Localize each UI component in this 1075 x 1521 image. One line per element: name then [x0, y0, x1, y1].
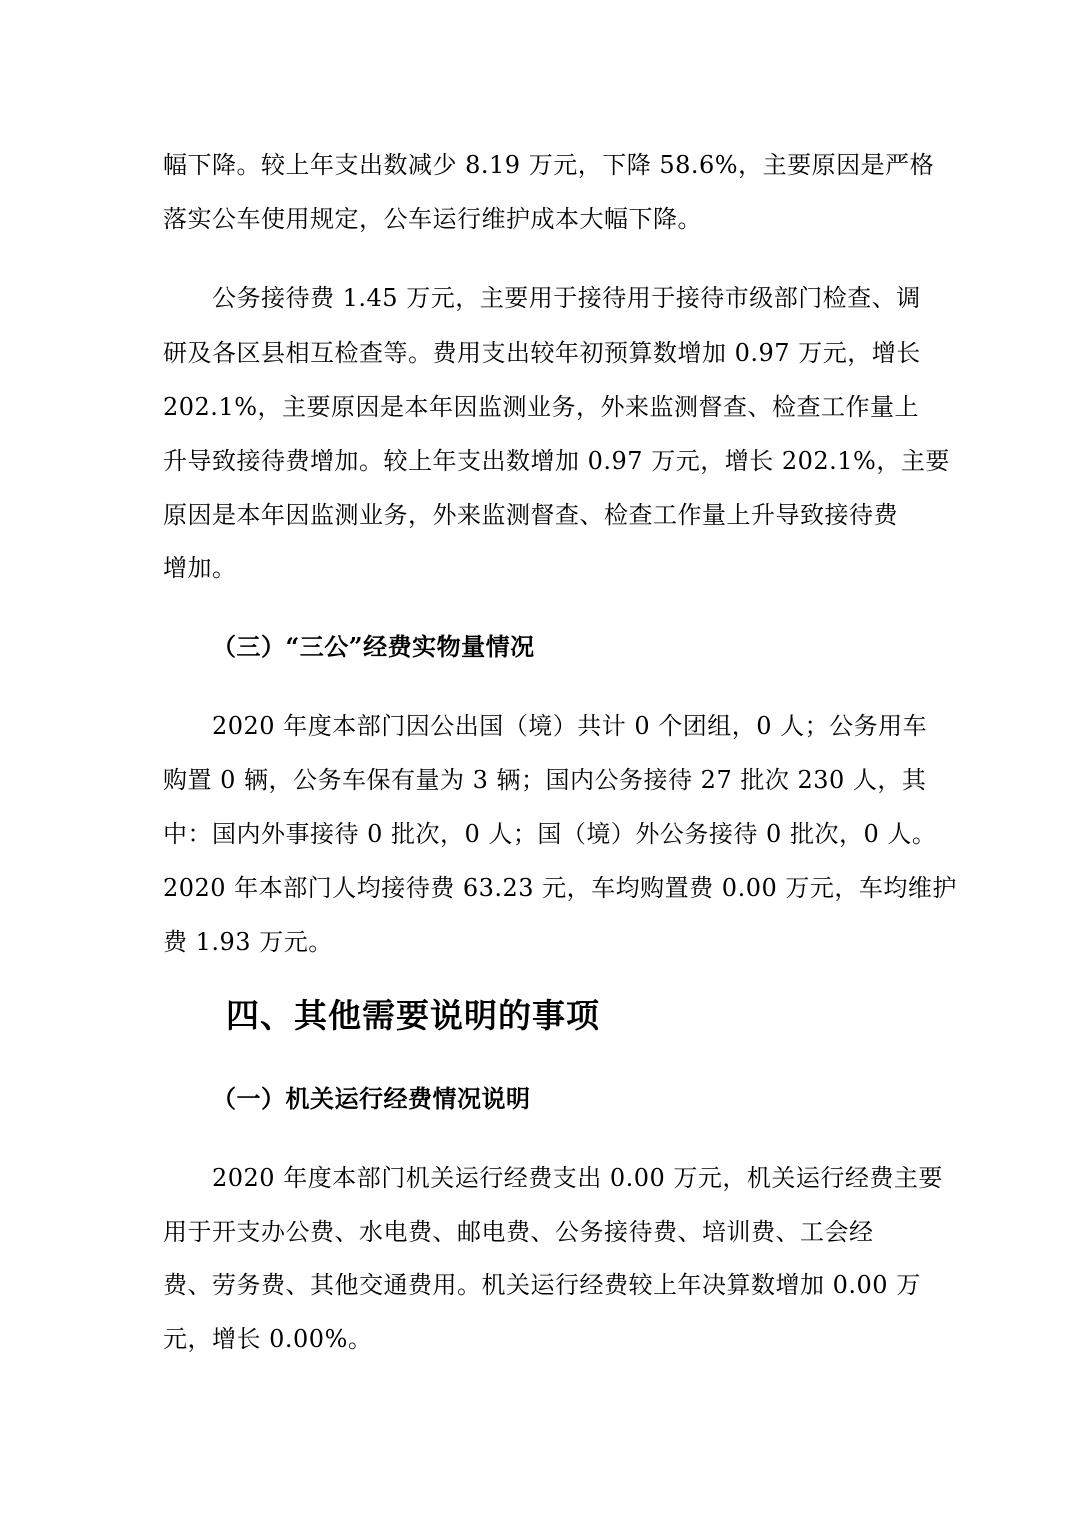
paragraph-line: 增加。 [163, 554, 237, 582]
paragraph-line: 费、劳务费、其他交通费用。机关运行经费较上年决算数增加 0.00 万 [163, 1271, 921, 1299]
paragraph-line: 购置 0 辆，公务车保有量为 3 辆；国内公务接待 27 批次 230 人，其 [163, 766, 927, 794]
subsection-heading: （三）“三公”经费实物量情况 [212, 632, 535, 661]
paragraph-line: 2020 年度本部门机关运行经费支出 0.00 万元，机关运行经费主要 [212, 1164, 943, 1192]
paragraph-line: 公务接待费 1.45 万元，主要用于接待用于接待市级部门检查、调 [212, 284, 921, 312]
paragraph-line: 202.1%，主要原因是本年因监测业务，外来监测督查、检查工作量上 [163, 393, 920, 421]
paragraph-line: 用于开支办公费、水电费、邮电费、公务接待费、培训费、工会经 [163, 1218, 874, 1246]
paragraph-line: 升导致接待费增加。较上年支出数增加 0.97 万元，增长 202.1%，主要 [163, 447, 950, 475]
subsection-heading: （一）机关运行经费情况说明 [212, 1084, 531, 1113]
paragraph-line: 费 1.93 万元。 [163, 928, 333, 956]
paragraph-line: 幅下降。较上年支出数减少 8.19 万元，下降 58.6%，主要原因是严格 [163, 151, 935, 179]
paragraph-line: 落实公车使用规定，公车运行维护成本大幅下降。 [163, 205, 702, 233]
paragraph-line: 研及各区县相互检查等。费用支出较年初预算数增加 0.97 万元，增长 [163, 339, 921, 367]
section-heading: 四、其他需要说明的事项 [226, 996, 600, 1035]
paragraph-line: 2020 年本部门人均接待费 63.23 元，车均购置费 0.00 万元，车均维护 [163, 874, 957, 902]
paragraph-line: 原因是本年因监测业务，外来监测督查、检查工作量上升导致接待费 [163, 501, 898, 529]
paragraph-line: 元，增长 0.00%。 [163, 1325, 373, 1353]
paragraph-line: 2020 年度本部门因公出国（境）共计 0 个团组，0 人；公务用车 [212, 712, 928, 740]
paragraph-line: 中：国内外事接待 0 批次，0 人；国（境）外公务接待 0 批次，0 人。 [163, 820, 937, 848]
